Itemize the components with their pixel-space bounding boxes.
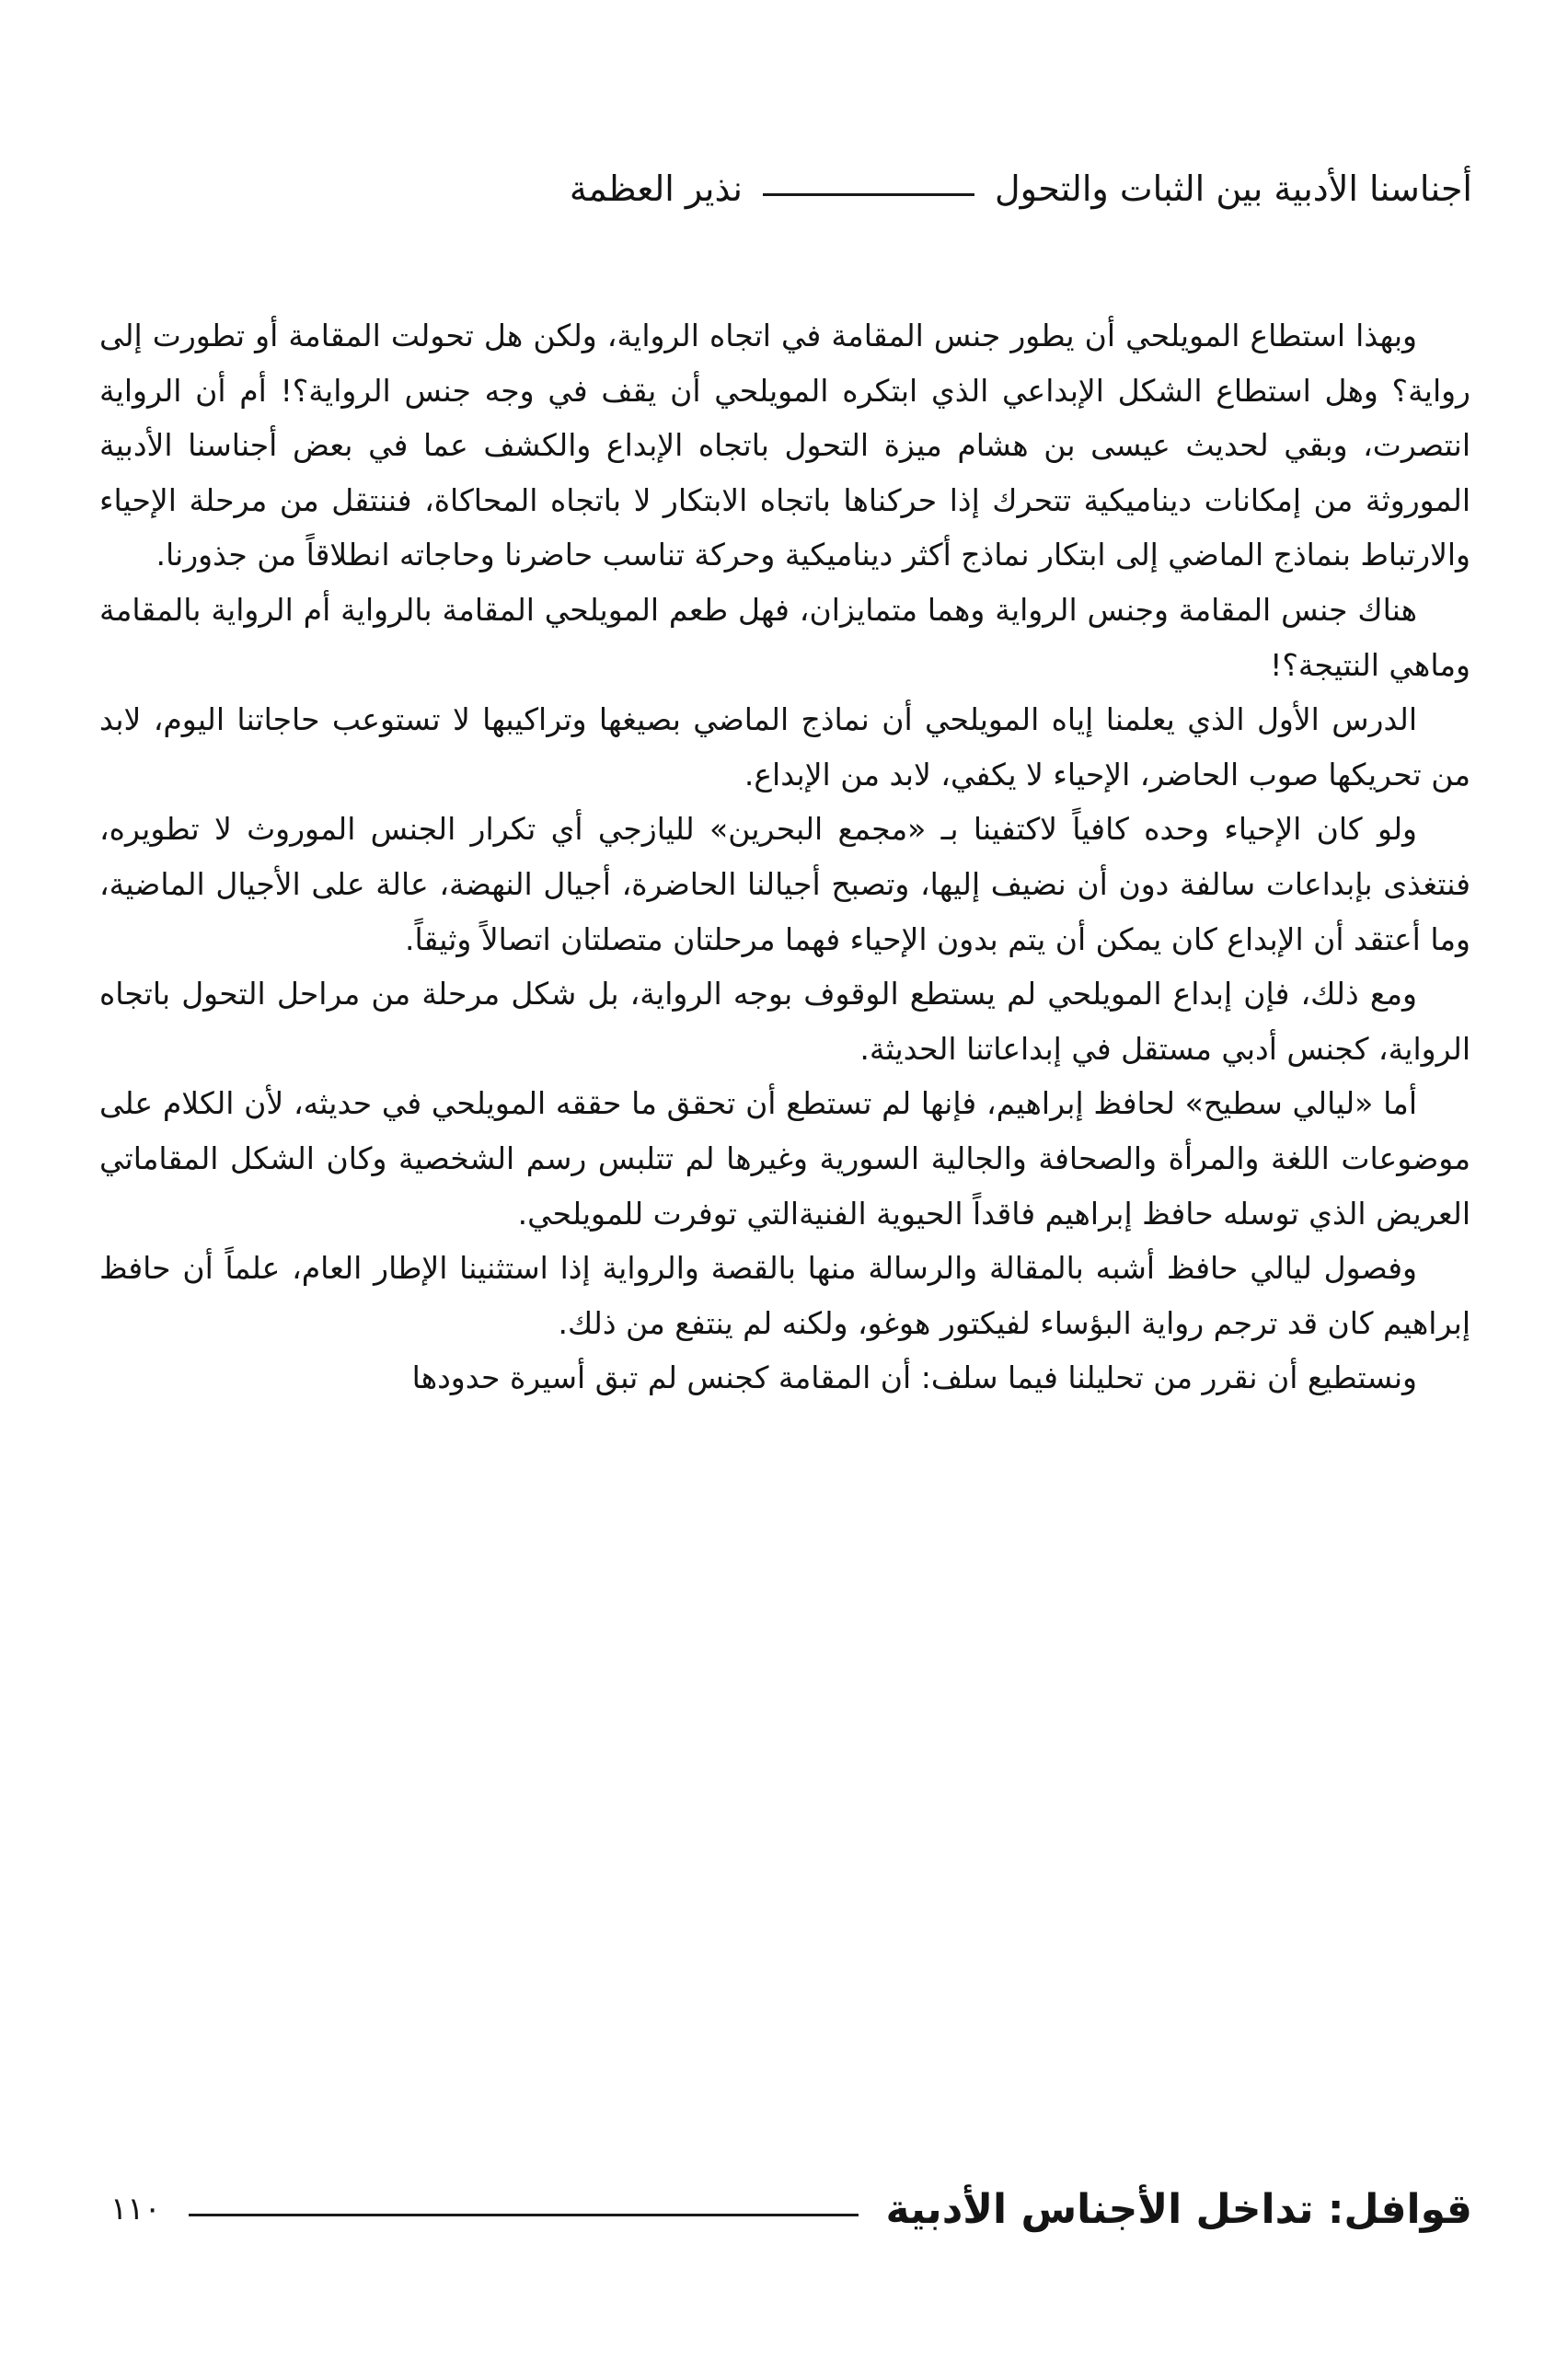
footer-series-title: قوافل: تداخل الأجناس الأدبية xyxy=(885,2185,1472,2233)
footer-rule xyxy=(189,2214,859,2216)
header-title: أجناسنا الأدبية بين الثبات والتحول xyxy=(995,168,1472,209)
paragraph: هناك جنس المقامة وجنس الرواية وهما متمايزان، فهل طعم المويلحي المقامة بالرواية أم الرواية بالمقامة وماهي النتيجة؟! xyxy=(99,591,1470,683)
paragraph: وبهذا استطاع المويلحي أن يطور جنس المقامة في اتجاه الرواية، ولكن هل تحولت المقامة أو تطورت إلى رواية؟ وهل استطاع الشكل الإبداعي الذي ابتكره المويلحي أن يقف في وجه جنس الرواية؟! أم أن الرواية انتصرت، وبقي لحديث عيسى بن هشام ميزة التحول باتجاه الإبداع والكشف عما في بعض أجناسنا الأدبية الموروثة من إمكانات ديناميكية تتحرك إذا حركناها باتجاه الابتكار لا باتجاه المحاكاة، فننتقل من مرحلة الإحياء والارتباط بنماذج الماضي إلى ابتكار نماذج أكثر ديناميكية وحركة تناسب حاضرنا وحاجاته انطلاقاً من جذورنا. xyxy=(99,318,1470,573)
page-number: ١١٠ xyxy=(110,2191,161,2227)
running-header xyxy=(92,156,1472,221)
paragraph: الدرس الأول الذي يعلمنا إياه المويلحي أن نماذج الماضي بصيغها وتراكيبها لا تستوعب حاجاتنا اليوم، لابد من تحريكها صوب الحاضر، الإحياء لا يكفي، لابد من الإبداع. xyxy=(99,701,1470,792)
body-text xyxy=(99,308,1470,1406)
paragraph: ونستطيع أن نقرر من تحليلنا فيما سلف: أن المقامة كجنس لم تبق أسيرة حدودها xyxy=(411,1359,1417,1396)
paragraph: وفصول ليالي حافظ أشبه بالمقالة والرسالة منها بالقصة والرواية إذا استثنينا الإطار العام، علماً أن حافظ إبراهيم كان قد ترجم رواية البؤساء لفيكتور هوغو، ولكنه لم ينتفع من ذلك. xyxy=(99,1250,1470,1341)
running-footer xyxy=(92,2177,1472,2241)
header-rule xyxy=(763,193,974,196)
paragraph: ولو كان الإحياء وحده كافياً لاكتفينا بـ «مجمع البحرين» لليازجي أي تكرار الجنس الموروث لا تطويره، فنتغذى بإبداعات سالفة دون أن نضيف إليها، وتصبح أجيالنا الحاضرة، أجيال النهضة، عالة على الأجيال الماضية، وما أعتقد أن الإبداع كان يمكن أن يتم بدون الإحياء فهما مرحلتان متصلتان اتصالاً وثيقاً. xyxy=(99,811,1470,957)
paragraph: أما «ليالي سطيح» لحافظ إبراهيم، فإنها لم تستطع أن تحقق ما حققه المويلحي في حديثه، لأن الكلام على موضوعات اللغة والمرأة والصحافة والجالية السورية وغيرها لم تتلبس رسم الشخصية وكان الشكل المقاماتي العريض الذي توسله حافظ إبراهيم فاقداً الحيوية الفنيةالتي توفرت للمويلحي. xyxy=(99,1085,1470,1232)
paragraph: ومع ذلك، فإن إبداع المويلحي لم يستطع الوقوف بوجه الرواية، بل شكل مرحلة من مراحل التحول باتجاه الرواية، كجنس أدبي مستقل في إبداعاتنا الحديثة. xyxy=(99,976,1470,1067)
header-author: نذير العظمة xyxy=(569,168,744,209)
